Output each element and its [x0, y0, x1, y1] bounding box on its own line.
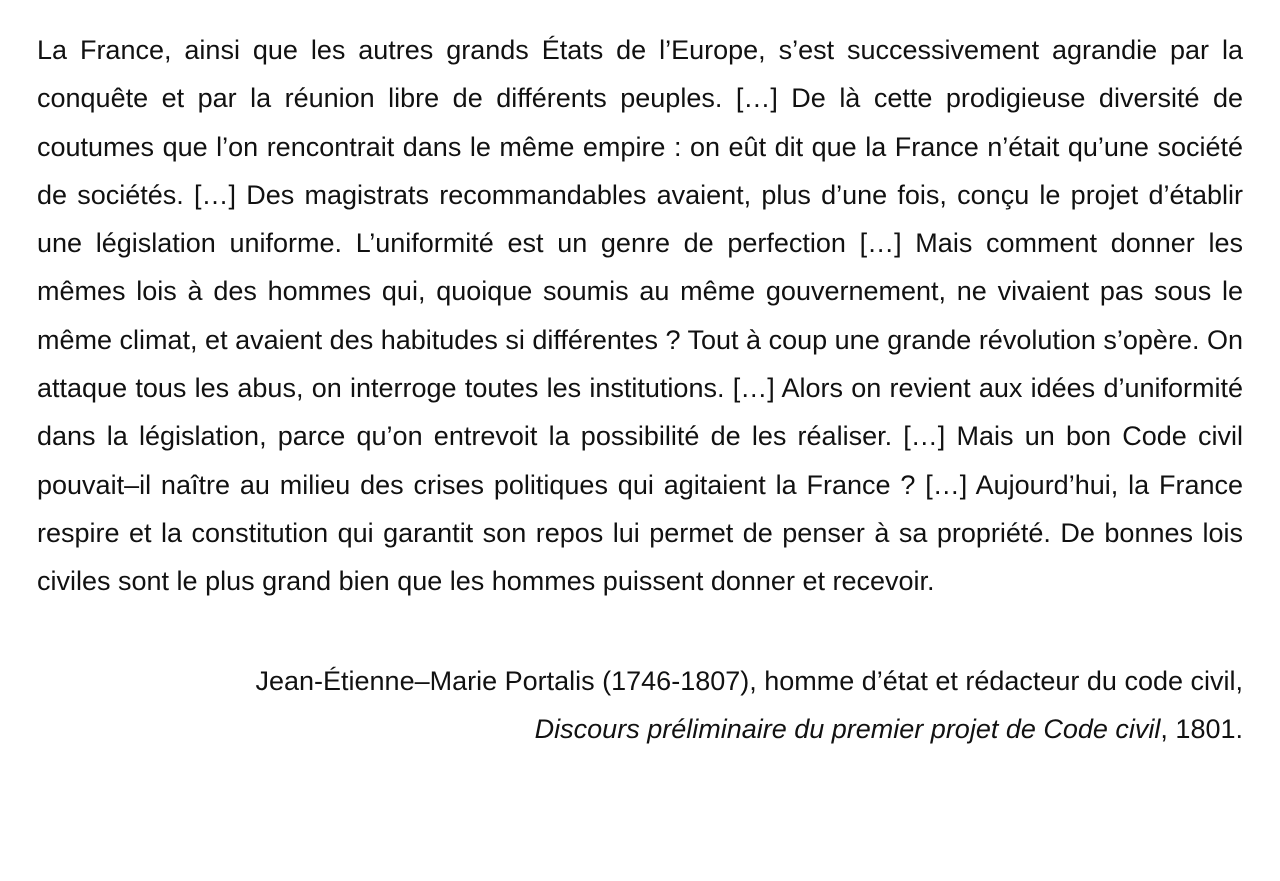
work-date: , 1801.	[1160, 713, 1243, 744]
quote-paragraph: La France, ainsi que les autres grands États de l’Europe, s’est successivement agrandie par la conquête et par la réunion libre de différents peuples. […] De là cette prodigieuse diversité de coutumes que l’on rencontrait dans le même empire : on eût dit que la France n’était qu’une société de sociétés. […] Des magistrats recommandables avaient, plus d’une fois, conçu le projet d’établir une législation uniforme. L’uniformité est un genre de perfection […] Mais comment donner les mêmes lois à des hommes qui, quoique soumis au même gouvernement, ne vivaient pas sous le même climat, et avaient des habitudes si différentes ? Tout à coup une grande révolution s’opère. On attaque tous les abus, on interroge toutes les institutions. […] Alors on revient aux idées d’uniformité dans la législation, parce qu’on entrevoit la possibilité de les réaliser. […] Mais un bon Code civil pouvait–il naître au milieu des crises politiques qui agitaient la France ? […] Aujourd’hui, la France respire et la constitution qui garantit son repos lui permet de penser à sa propriété. De bonnes lois civiles sont le plus grand bien que les hommes puissent donner et recevoir.	[37, 35, 1243, 597]
work-title: Discours préliminaire du premier projet de Code civil	[534, 713, 1161, 744]
document-page	[37, 26, 1243, 753]
work-citation-line	[37, 705, 1243, 753]
author-line: Jean-Étienne–Marie Portalis (1746-1807), homme d’état et rédacteur du code civil,	[255, 665, 1243, 696]
source-attribution	[37, 657, 1243, 754]
